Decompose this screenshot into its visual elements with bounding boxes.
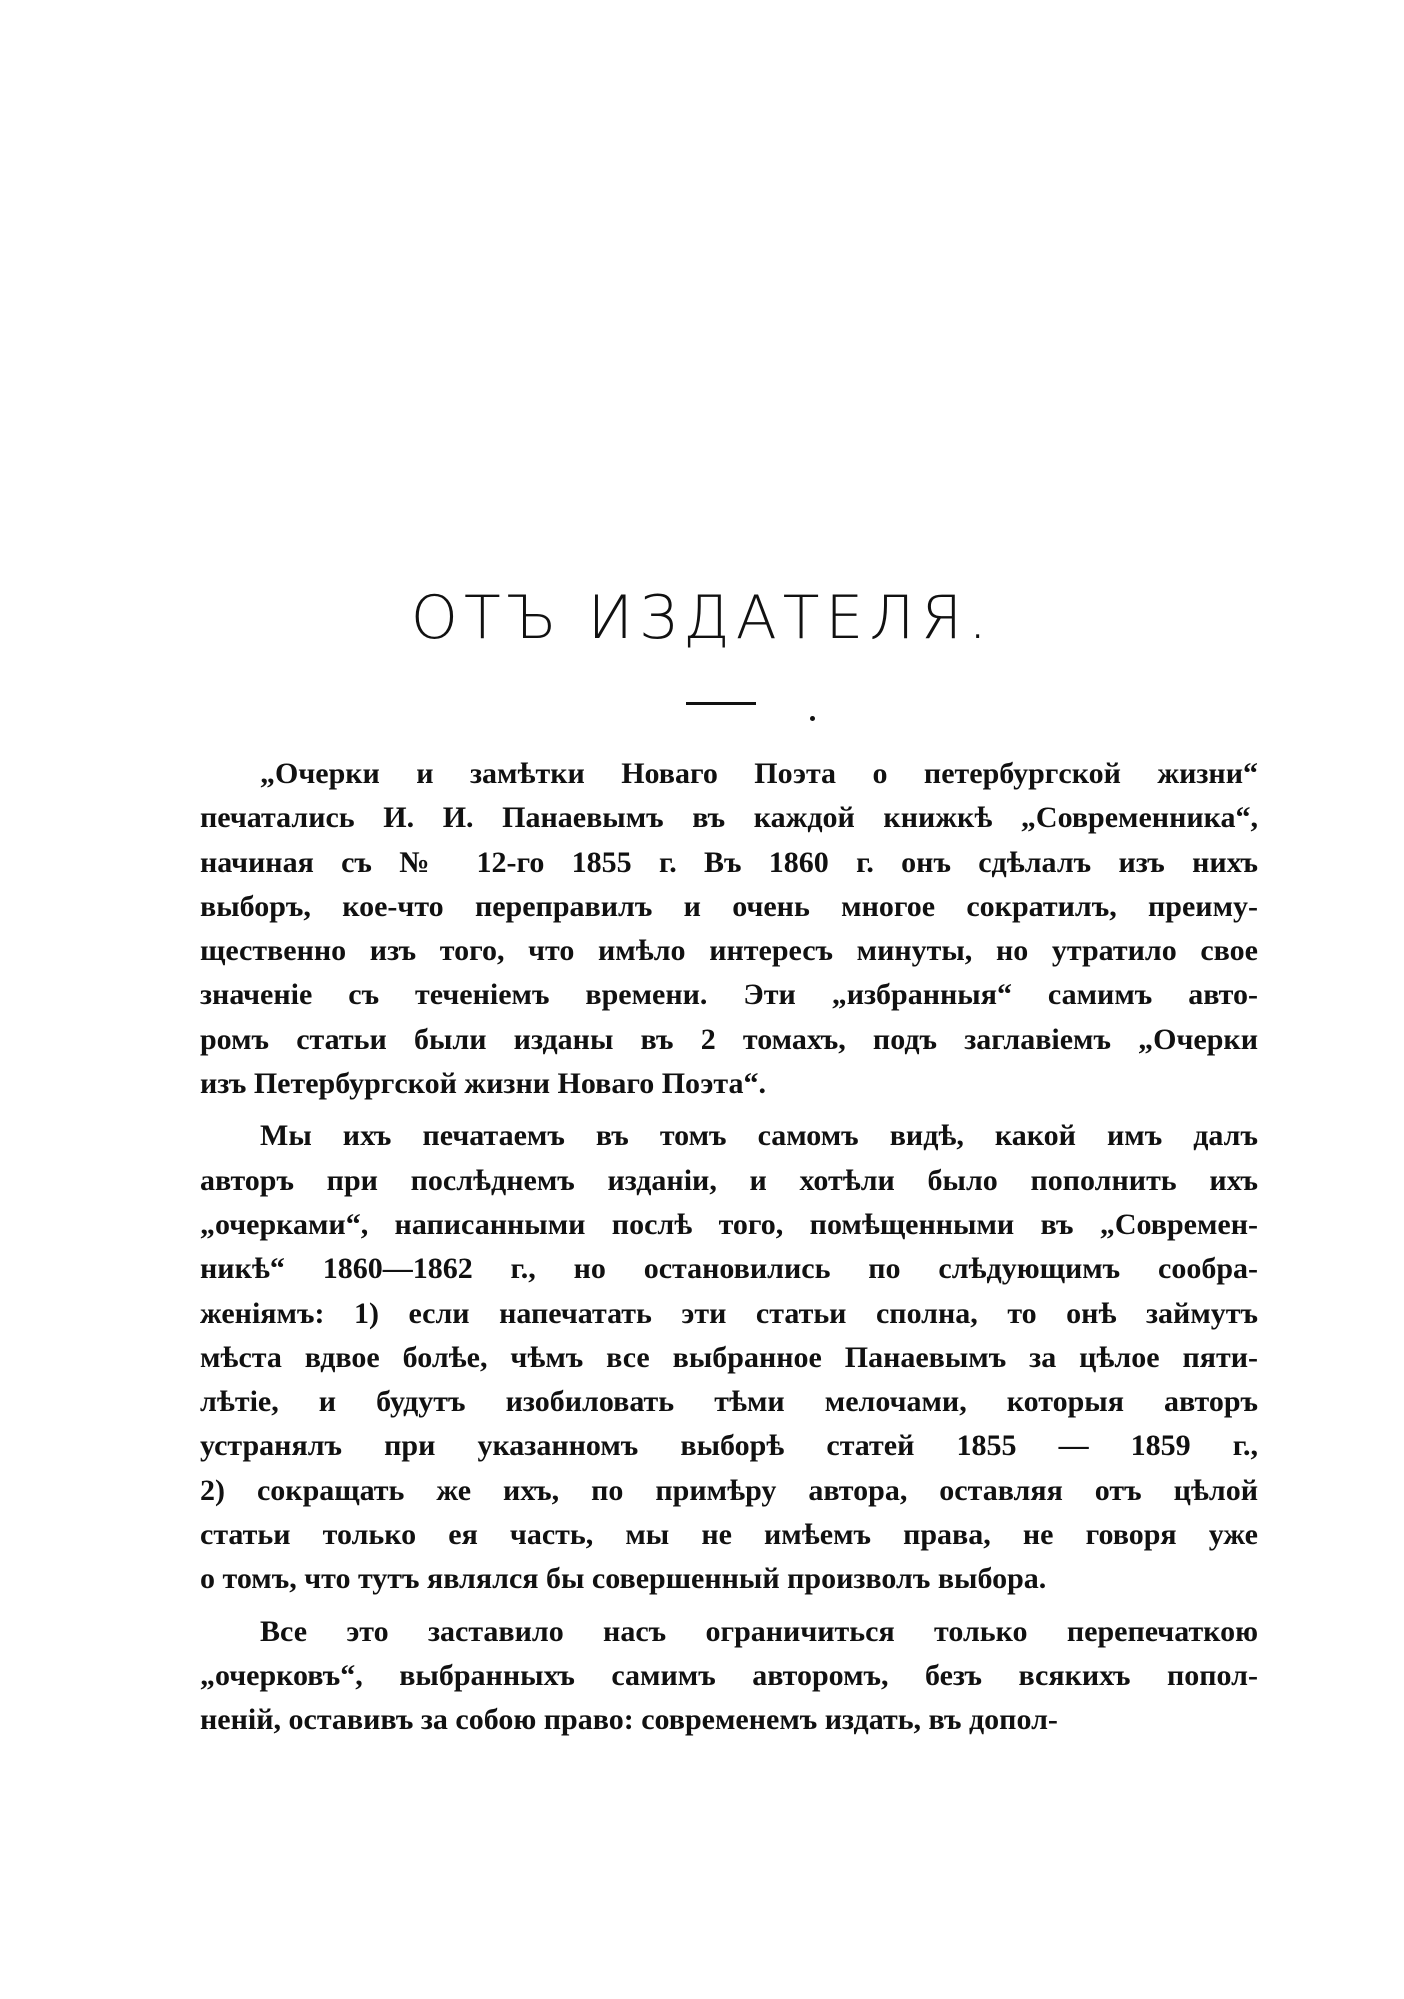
text-line: Все это заставило насъ ограничиться только перепечаткою — [260, 1614, 1258, 1648]
page-title: ОТЪ ИЗДАТЕЛЯ. — [410, 583, 994, 653]
text-line: авторъ при послѣднемъ изданіи, и хотѣли было пополнить ихъ — [200, 1163, 1258, 1197]
paragraph — [200, 1610, 1258, 1743]
paragraph — [200, 1114, 1258, 1601]
text-line: устранялъ при указанномъ выборѣ статей 1855 — 1859 г., — [200, 1429, 1258, 1463]
title-divider — [686, 702, 756, 705]
text-line: никѣ“ 1860—1862 г., но остановились по слѣдующимъ сообра- — [200, 1252, 1258, 1286]
text-line: неній, оставивъ за собою право: современемъ издать, въ допол- — [200, 1703, 1058, 1737]
text-line: ромъ статьи были изданы въ 2 томахъ, подъ заглавіемъ „Очерки — [200, 1022, 1258, 1056]
text-line: статьи только ея часть, мы не имѣемъ права, не говоря уже — [200, 1518, 1258, 1552]
text-line: о томъ, что тутъ являлся бы совершенный произволъ выбора. — [200, 1562, 1047, 1596]
text-line: значеніе съ теченіемъ времени. Эти „избранныя“ самимъ авто- — [200, 978, 1258, 1012]
text-line: Мы ихъ печатаемъ въ томъ самомъ видѣ, какой имъ далъ — [260, 1119, 1258, 1153]
text-line: начиная съ № 12-го 1855 г. Въ 1860 г. онъ сдѣлалъ изъ нихъ — [200, 845, 1258, 879]
text-line: мѣста вдвое болѣе, чѣмъ все выбранное Панаевымъ за цѣлое пяти- — [200, 1340, 1258, 1374]
text-line: изъ Петербургской жизни Новаго Поэта“. — [200, 1067, 766, 1101]
text-line: „Очерки и замѣтки Новаго Поэта о петербургской жизни“ — [260, 757, 1258, 790]
text-line: „очерками“, написанными послѣ того, помѣщенными въ „Современ- — [200, 1207, 1258, 1241]
text-line: щественно изъ того, что имѣло интересъ минуты, но утратило свое — [200, 934, 1258, 968]
title-divider-dot — [810, 716, 815, 721]
text-line: „очерковъ“, выбранныхъ самимъ авторомъ, безъ всякихъ попол- — [200, 1658, 1258, 1692]
text-line: лѣтіе, и будутъ изобиловать тѣми мелочами, которыя авторъ — [200, 1385, 1258, 1419]
text-line: печатались И. И. Панаевымъ въ каждой книжкѣ „Современника“, — [200, 801, 1258, 835]
text-line: выборъ, кое-что переправилъ и очень многое сократилъ, преиму- — [200, 889, 1258, 923]
text-line: женіямъ: 1) если напечатать эти статьи сполна, то онѣ займутъ — [200, 1296, 1258, 1330]
body-text — [200, 752, 1258, 1751]
paragraph — [200, 752, 1258, 1106]
text-line: 2) сокращать же ихъ, по примѣру автора, оставляя отъ цѣлой — [200, 1473, 1258, 1507]
